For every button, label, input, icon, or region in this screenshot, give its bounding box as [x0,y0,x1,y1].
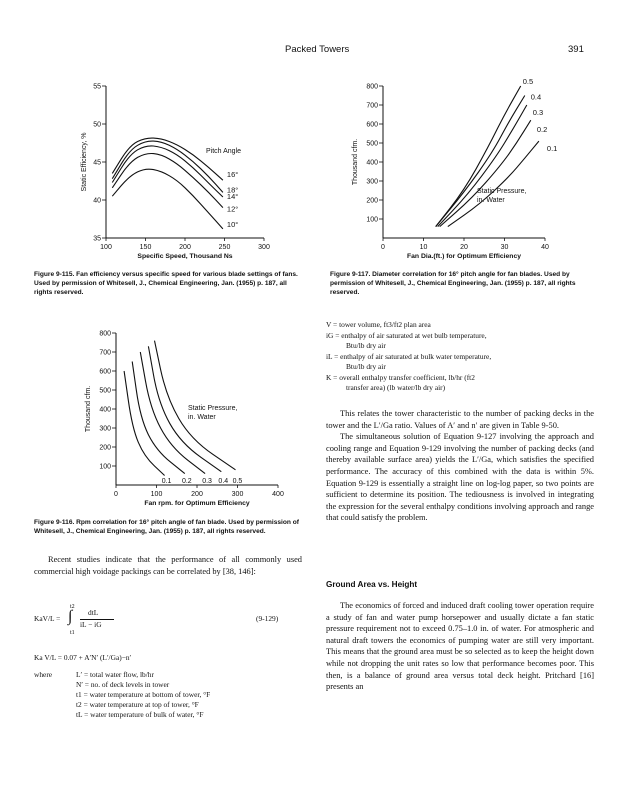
y-axis-label: Static Efficiency, % [81,132,88,192]
def-item: Btu/lb dry air [346,341,386,350]
y-tick-label: 700 [366,102,378,110]
section-heading: Ground Area vs. Height [326,580,418,589]
y-tick-label: 800 [99,330,111,338]
chart-annotation: Static Pressure, in. Water [188,405,238,421]
series-line [132,362,185,474]
figure-9-116-chart [78,322,308,522]
y-tick-label: 300 [366,178,378,186]
eq1-lhs: KaV/L = [34,614,61,623]
right-paragraph-3: The economics of forced and induced draft cooling tower operation require a study of fan and water pump horsepower and usually dictate a fan static pressure requirement not to exceed 0.75–1.0 in. of water. For atmospheric and natural draft towers the economics of pumping water are still very important. This means that the ground area must be so selected as to keep the height down while not dropping the unit rates so low that performance becomes poor. This then, is a balance of ground area versus total deck height. Pritchard [16] presents an [326,601,594,692]
eq1-denominator: iL − iG [80,620,102,629]
series-label: 10° [226,219,239,229]
y-tick-label: 100 [366,216,378,224]
x-tick-label: 40 [541,244,549,251]
def-item: iL = enthalpy of air saturated at bulk water temperature, [326,352,492,361]
y-tick-label: 600 [366,121,378,129]
def-item: tL = water temperature of bulk of water, °F [76,710,204,719]
series-label: 0.3 [532,108,544,117]
def-item: t2 = water temperature at top of tower, °F [76,700,199,709]
y-axis-label: Thousand cfm. [85,385,92,433]
y-tick-label: 100 [99,463,111,471]
x-tick-label: 200 [191,491,203,498]
figure-9-115-chart [78,75,298,275]
right-paragraph-2: The simultaneous solution of Equation 9-127 involving the approach and cooling range and Equation 9-129 involving the number of packing decks (and thereby available surface area) yields the L′/Ga, which satisfies the specified performance. The accuracy of this combined with the data is within 5%. Equation 9-129 is essentially a straight line on log-log paper, so two points are sufficient to determine its position. The tediousness is involved in integrating the expression for the several enthalpy conditions involving approach and range that could satisfy the problem. [326,432,594,523]
x-tick-label: 100 [100,244,112,251]
y-tick-label: 600 [99,368,111,376]
series-label: 0.4 [530,92,542,102]
x-tick-label: 250 [218,244,231,251]
y-tick-label: 400 [99,406,111,414]
x-tick-label: 300 [258,244,270,251]
y-tick-label: 40 [93,197,101,205]
def-item: t1 = water temperature at bottom of tower, °F [76,690,211,699]
right-paragraph-1: This relates the tower characteristic to the number of packing decks in the tower and the L′/Ga ratio. Values of A′ and n′ are given in Table 9-50. [326,409,594,430]
x-tick-label: 20 [460,244,468,251]
y-axis-label: Thousand cfm. [352,138,359,186]
chart-annotation: Static Pressure, in. Water [477,188,527,204]
series-label: 16° [226,170,239,180]
integral-sign: ∫ [68,608,73,625]
x-tick-label: 200 [179,244,191,251]
def-item: transfer area) (lb water/lb dry air) [346,383,446,392]
series-line [140,352,205,474]
x-axis-label: Specific Speed, Thousand Ns [137,253,233,260]
left-paragraph-text: Recent studies indicate that the performance of all commonly used commercial high voidage packings can be correlated by [38, 146]: [34,555,302,576]
right-text-block [326,408,594,524]
y-tick-label: 800 [366,83,378,91]
y-tick-label: 200 [366,197,378,205]
def-item: K = overall enthalpy transfer coefficient, lb/hr (ft2 [326,373,475,382]
y-tick-label: 500 [366,140,378,148]
figure-9-117-chart [345,75,575,275]
y-tick-label: 45 [93,159,101,167]
series-label: 14° [226,191,239,201]
series-label: 12° [226,204,239,214]
series-label: 0.3 [202,478,212,485]
series-label: 0.2 [536,125,548,135]
right-text-block-2 [326,600,594,693]
x-tick-label: 0 [114,491,118,498]
def-item: Btu/lb dry air [346,362,386,371]
x-axis-label: Fan Dia.(ft.) for Optimum Efficiency [406,253,522,260]
y-tick-label: 50 [93,121,101,129]
series-line [112,169,223,229]
def-item: V = tower volume, ft3/ft2 plan area [326,320,431,329]
x-tick-label: 30 [500,244,509,251]
eq1-upper-limit: t2 [70,604,75,610]
series-label: 0.4 [218,478,229,485]
figure-9-117-caption: Figure 9-117. Diameter correlation for 16° pitch angle for fan blades. Used by permission of Whitesell, J., Chemical Engineering, Jan. (1955) p. 187, all rights reserved. [330,271,576,296]
figure-9-115-caption: Figure 9-115. Fan efficiency versus specific speed for various blade settings of fans. Used by permission of Whitesell, J., Chemical Engineering, Jan. (1955) p. 187, all rights reserved. [34,271,298,296]
series-label: 0.1 [546,144,558,154]
y-tick-label: 500 [99,387,111,395]
eq1-lower-limit: t1 [70,630,75,636]
x-tick-label: 0 [381,244,385,251]
x-axis-label: Fan rpm. for Optimum Efficiency [144,500,250,507]
eq1-numerator: dtL [88,608,99,617]
def-item: iG = enthalpy of air saturated at wet bulb temperature, [326,331,487,340]
chart-annotation: Pitch Angle [206,148,242,155]
x-tick-label: 10 [419,244,428,251]
x-tick-label: 300 [231,491,244,498]
def-item: N′ = no. of deck levels in tower [76,680,170,689]
series-label: 0.1 [161,478,172,485]
x-tick-label: 150 [139,244,152,251]
eq1-number: (9-129) [256,614,279,623]
equation-ka-v-l: Ka V/L = 0.07 + A′N′ (L′/Ga)−n′ [34,653,132,662]
series-line [436,86,521,227]
y-tick-label: 400 [366,159,378,167]
where-label: where [34,670,53,679]
x-tick-label: 100 [150,491,163,498]
x-tick-label: 400 [272,491,284,498]
y-tick-label: 300 [99,425,111,433]
page-number: 391 [568,44,584,55]
series-label: 0.2 [181,478,192,485]
y-tick-label: 35 [93,235,101,243]
y-tick-label: 700 [99,349,111,357]
running-header: Packed Towers [285,44,350,55]
left-paragraph [34,554,302,577]
y-tick-label: 200 [99,444,111,452]
series-label: 0.5 [522,77,534,86]
y-tick-label: 55 [93,83,101,91]
series-label: 0.5 [232,478,243,485]
series-line [448,141,539,227]
series-label: 18° [226,185,239,195]
def-item: L′ = total water flow, lb/hr [76,670,154,679]
figure-9-116-caption: Figure 9-116. Rpm correlation for 16° pitch angle of fan blade. Used by permission of Whitesell, J., Chemical Engineering, Jan. (1955) p. 187, all rights reserved. [34,519,299,535]
